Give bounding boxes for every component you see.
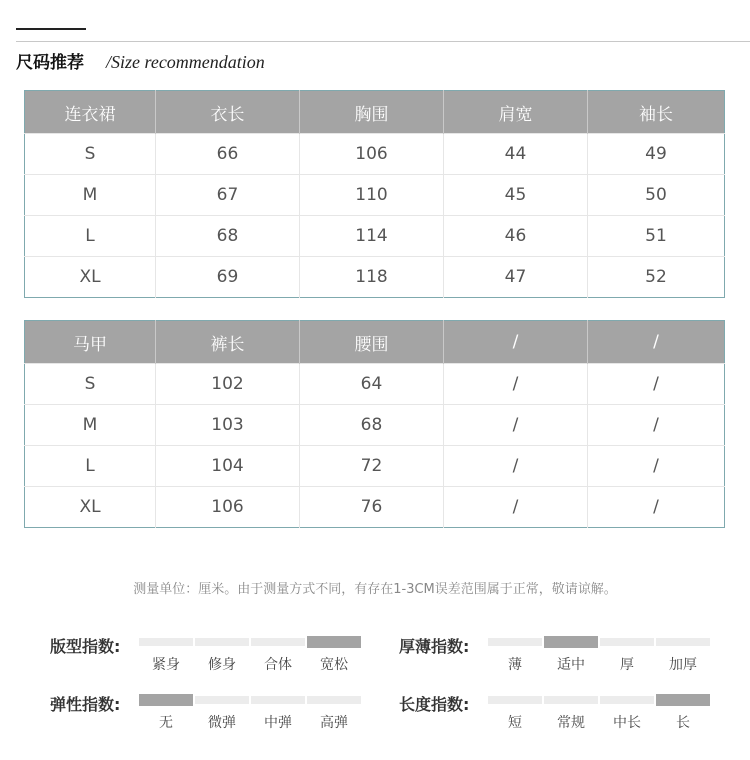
table-cell: S bbox=[25, 134, 156, 175]
thickness-option: 厚 bbox=[620, 657, 634, 673]
table-cell: 52 bbox=[588, 257, 725, 298]
table-cell: L bbox=[25, 446, 156, 487]
table-cell: 45 bbox=[444, 175, 588, 216]
length-option: 短 bbox=[508, 715, 522, 731]
column-header: 马甲 bbox=[25, 321, 156, 364]
column-header: 裤长 bbox=[156, 321, 300, 364]
elasticity-level-bar bbox=[139, 694, 193, 706]
fit-option: 紧身 bbox=[152, 657, 180, 673]
table-cell: 51 bbox=[588, 216, 725, 257]
top-accent-line bbox=[16, 28, 86, 30]
elasticity-level-bar bbox=[195, 696, 249, 704]
table-cell: / bbox=[588, 405, 725, 446]
length-level-bar bbox=[544, 696, 598, 704]
thickness-option: 适中 bbox=[557, 657, 585, 673]
table-cell: 67 bbox=[156, 175, 300, 216]
table-cell: 106 bbox=[300, 134, 444, 175]
table-cell: / bbox=[588, 446, 725, 487]
length-option: 中长 bbox=[613, 715, 641, 731]
table-cell: / bbox=[588, 364, 725, 405]
thickness-level-bar bbox=[544, 636, 598, 648]
table-cell: / bbox=[444, 364, 588, 405]
dress-size-table bbox=[24, 90, 725, 298]
column-header: 肩宽 bbox=[444, 91, 588, 134]
elasticity-level-bar bbox=[251, 696, 305, 704]
fit-index bbox=[50, 634, 370, 674]
table-cell: M bbox=[25, 405, 156, 446]
table-row bbox=[25, 257, 725, 298]
table-row bbox=[25, 446, 725, 487]
table-cell: 104 bbox=[156, 446, 300, 487]
table-cell: / bbox=[444, 405, 588, 446]
table-cell: 68 bbox=[156, 216, 300, 257]
table-cell: 66 bbox=[156, 134, 300, 175]
thickness-level-bar bbox=[600, 638, 654, 646]
column-header: 连衣裙 bbox=[25, 91, 156, 134]
elasticity-level-bar bbox=[307, 696, 361, 704]
thickness-index bbox=[399, 634, 719, 674]
length-index-label: 长度指数: bbox=[399, 695, 470, 714]
thickness-index-label: 厚薄指数: bbox=[399, 637, 470, 656]
table-cell: 50 bbox=[588, 175, 725, 216]
elasticity-option: 无 bbox=[159, 715, 173, 731]
table-cell: 72 bbox=[300, 446, 444, 487]
thickness-level-bar bbox=[656, 638, 710, 646]
title-en: /Size recommendation bbox=[106, 52, 265, 72]
table-cell: 106 bbox=[156, 487, 300, 528]
fit-level-bar bbox=[139, 638, 193, 646]
section-title bbox=[16, 48, 265, 74]
table-row bbox=[25, 405, 725, 446]
measurement-note: 测量单位：厘米。由于测量方式不同，有存在1-3CM误差范围属于正常，敬请谅解。 bbox=[133, 582, 617, 597]
title-cn: 尺码推荐 bbox=[16, 53, 84, 73]
length-index bbox=[399, 692, 719, 732]
table-header-row bbox=[25, 91, 725, 134]
thickness-level-bar bbox=[488, 638, 542, 646]
table-cell: 47 bbox=[444, 257, 588, 298]
table-cell: XL bbox=[25, 257, 156, 298]
fit-option: 修身 bbox=[208, 657, 236, 673]
table-header-row bbox=[25, 321, 725, 364]
table-row bbox=[25, 364, 725, 405]
thickness-option: 薄 bbox=[508, 657, 522, 673]
elasticity-index bbox=[50, 692, 370, 732]
table-cell: / bbox=[444, 487, 588, 528]
table-cell: / bbox=[588, 487, 725, 528]
column-header: 袖长 bbox=[588, 91, 725, 134]
table-cell: 103 bbox=[156, 405, 300, 446]
fit-level-bar bbox=[307, 636, 361, 648]
table-row bbox=[25, 134, 725, 175]
table-row bbox=[25, 487, 725, 528]
table-cell: 102 bbox=[156, 364, 300, 405]
top-divider bbox=[16, 41, 750, 42]
column-header: 衣长 bbox=[156, 91, 300, 134]
table-cell: 46 bbox=[444, 216, 588, 257]
length-option: 常规 bbox=[557, 715, 585, 731]
elasticity-option: 高弹 bbox=[320, 715, 348, 731]
thickness-option: 加厚 bbox=[669, 657, 697, 673]
elasticity-index-label: 弹性指数: bbox=[50, 695, 121, 714]
table-cell: S bbox=[25, 364, 156, 405]
length-level-bar bbox=[488, 696, 542, 704]
table-cell: L bbox=[25, 216, 156, 257]
column-header: / bbox=[444, 321, 588, 364]
column-header: 腰围 bbox=[300, 321, 444, 364]
length-level-bar bbox=[600, 696, 654, 704]
fit-option: 合体 bbox=[264, 657, 292, 673]
table-cell: 118 bbox=[300, 257, 444, 298]
fit-level-bar bbox=[195, 638, 249, 646]
table-cell: 114 bbox=[300, 216, 444, 257]
column-header: / bbox=[588, 321, 725, 364]
elasticity-option: 微弹 bbox=[208, 715, 236, 731]
table-cell: M bbox=[25, 175, 156, 216]
table-cell: 68 bbox=[300, 405, 444, 446]
table-cell: 69 bbox=[156, 257, 300, 298]
table-cell: / bbox=[444, 446, 588, 487]
table-cell: 49 bbox=[588, 134, 725, 175]
table-row bbox=[25, 216, 725, 257]
table-row bbox=[25, 175, 725, 216]
length-option: 长 bbox=[676, 715, 690, 731]
fit-level-bar bbox=[251, 638, 305, 646]
fit-index-label: 版型指数: bbox=[50, 637, 121, 656]
vest-size-table bbox=[24, 320, 725, 528]
table-cell: 44 bbox=[444, 134, 588, 175]
column-header: 胸围 bbox=[300, 91, 444, 134]
table-cell: 64 bbox=[300, 364, 444, 405]
table-cell: 110 bbox=[300, 175, 444, 216]
elasticity-option: 中弹 bbox=[264, 715, 292, 731]
length-level-bar bbox=[656, 694, 710, 706]
table-cell: XL bbox=[25, 487, 156, 528]
fit-option: 宽松 bbox=[320, 657, 348, 673]
table-cell: 76 bbox=[300, 487, 444, 528]
